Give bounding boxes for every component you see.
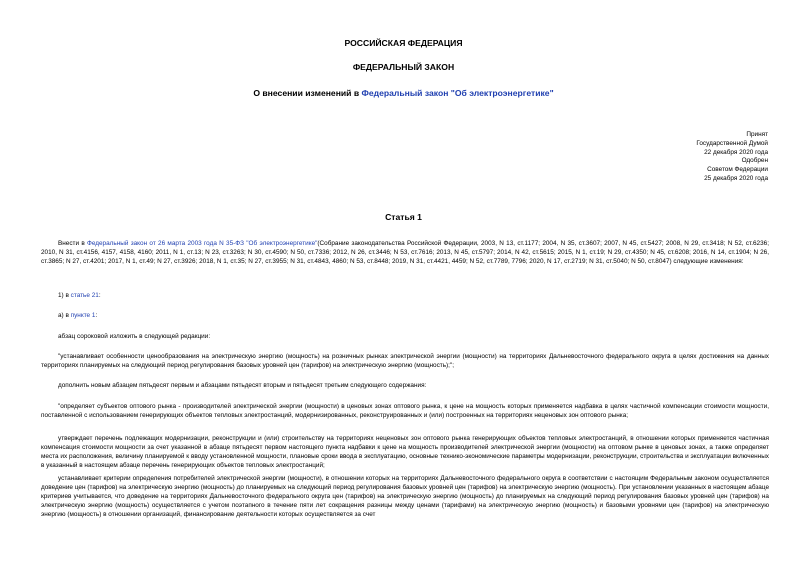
item-1-suffix: :: [98, 292, 101, 299]
item-a-suffix: :: [95, 312, 98, 319]
law-title: [0, 88, 807, 98]
intro-paragraph: [41, 240, 769, 267]
item-a: [41, 312, 769, 321]
item-1: [41, 292, 769, 301]
quote-paragraph-1: "устанавливает особенности ценообразования на электрическую энергию (мощность) на розничных рынках электрической энергии (мощности) на территориях Дальневосточного федерального округа в целях достижения на данных территориях планируемых на следующий период регулирования базовых уровней цен (тарифов) на электрическую энергию (мощность);";: [41, 353, 769, 369]
intro-prefix: Внести в: [58, 240, 87, 247]
item-1-prefix: 1) в: [58, 292, 71, 299]
law-title-prefix: О внесении изменений в: [253, 88, 362, 98]
article-21-link[interactable]: статье 21: [70, 292, 99, 299]
item-a-prefix: а) в: [58, 312, 71, 319]
approve-paragraph: утверждает перечень подлежащих модернизации, реконструкции и (или) строительству на территориях неценовых зон оптового рынка генерирующих объектов тепловых электростанций, в отношении которых применяется частичная компенсация стоимости мощности за счет указанной в абзаце пятьдесят первом настоящего пункта надбавки к цене на мощность производителей электрической энергии (мощности) на оптовом рынке в ценовых зонах, а также определяет места их расположения, величину планируемой к вводу установленной мощности, плановые сроки ввода в эксплуатацию, основные технико-экономические параметры модернизации, реконструкции, строительства и эксплуатации включенных в указанный в настоящем абзаце перечень генерирующих объектов тепловых электростанций;: [41, 435, 769, 469]
add-paragraph: дополнить новым абзацем пятьдесят первым и абзацами пятьдесят вторым и пятьдесят третьим следующего содержания:: [58, 382, 427, 389]
council-label: Советом Федерации: [707, 166, 768, 174]
criteria-paragraph: устанавливает критерии определения потребителей электрической энергии (мощности), в отношении которых на территориях Дальневосточного федерального округа в соответствии с настоящим Федеральным законом осуществляется доведение цен (тарифов) на электрическую энергию (мощность) до планируемых на следующий период регулирования базовых уровней цен (тарифов) на электрическую энергию (мощность). При установлении указанных в настоящем абзаце критериев учитывается, что доведение на территориях Дальневосточного федерального округа цен (тарифов) на электрическую энергию (мощность) до планируемых на следующий период регулирования базовых уровней цен (тарифов) на электрическую энергию (мощность) осуществляется с учетом поэтапного в течение пяти лет сокращения разницы между ценами (тарифами) на электрическую энергию (мощность) и базовыми уровнями цен (тарифов) на электрическую энергию (мощность) в отношении организаций, финансирование деятельности которых осуществляется за счет: [41, 475, 769, 518]
duma-date: 22 декабря 2020 года: [704, 148, 768, 156]
law-title-link[interactable]: Федеральный закон "Об электроэнергетике": [361, 88, 554, 98]
clause-1-link[interactable]: пункте 1: [70, 312, 96, 319]
intro-law-link[interactable]: Федеральный закон от 26 марта 2003 года N 35-ФЗ "Об электроэнергетике": [87, 240, 318, 247]
law-type-heading: ФЕДЕРАЛЬНЫЙ ЗАКОН: [352, 62, 455, 72]
duma-label: Государственной Думой: [696, 139, 768, 147]
abzac-paragraph: абзац сороковой изложить в следующей редакции:: [58, 333, 211, 340]
quote-paragraph-2: "определяет субъектов оптового рынка - производителей электрической энергии (мощности) в ценовых зонах оптового рынка, к цене на мощность которых применяется надбавка в целях частичной компенсации стоимости мощности, поставленной с использованием генерирующих объектов тепловых электростанций, модернизированных, реконструированных и (или) построенных на территориях неценовых зон оптового рынка;: [41, 403, 769, 419]
adopted-label: Принят: [746, 131, 768, 138]
country-heading: РОССИЙСКАЯ ФЕДЕРАЦИЯ: [344, 38, 463, 48]
adoption-block: [696, 131, 768, 184]
council-date: 25 декабря 2020 года: [704, 174, 768, 182]
approved-label: Одобрен: [741, 157, 768, 165]
intro-rest: (Собрание законодательства Российской Федерации, 2003, N 13, ст.1177; 2004, N 35, ст.3607; 2007, N 45, ст.5427; 2008, N 29, ст.3418; N 52, ст.6236; 2010, N 31, ст.4156, 4157, 4158, 4160; 2011, N 1, ст.13; N 23, ст.3263; N 30, ст.4590; N 50, ст.7336; 2012, N 26, ст.3446; N 53, ст.7616; 2013, N 45, ст.5797; 2014, N 42, ст.5615; 2015, N 1, ст.19; N 29, ст.4350; N 45, ст.6208; 2016, N 14, ст.1904; N 26, ст.3865; N 27, ст.4201; 2017, N 1, ст.49; N 27, ст.3926; 2018, N 1, ст.35; N 27, ст.3955; N 31, ст.4843, 4860; N 53, ст.8448; 2019, N 31, ст.4421, 4459; N 52, ст.7789, 7796; 2020, N 17, ст.2719; N 31, ст.5040; N 50, ст.8047) следующие изменения:: [41, 240, 769, 265]
article-heading: Статья 1: [385, 212, 422, 222]
